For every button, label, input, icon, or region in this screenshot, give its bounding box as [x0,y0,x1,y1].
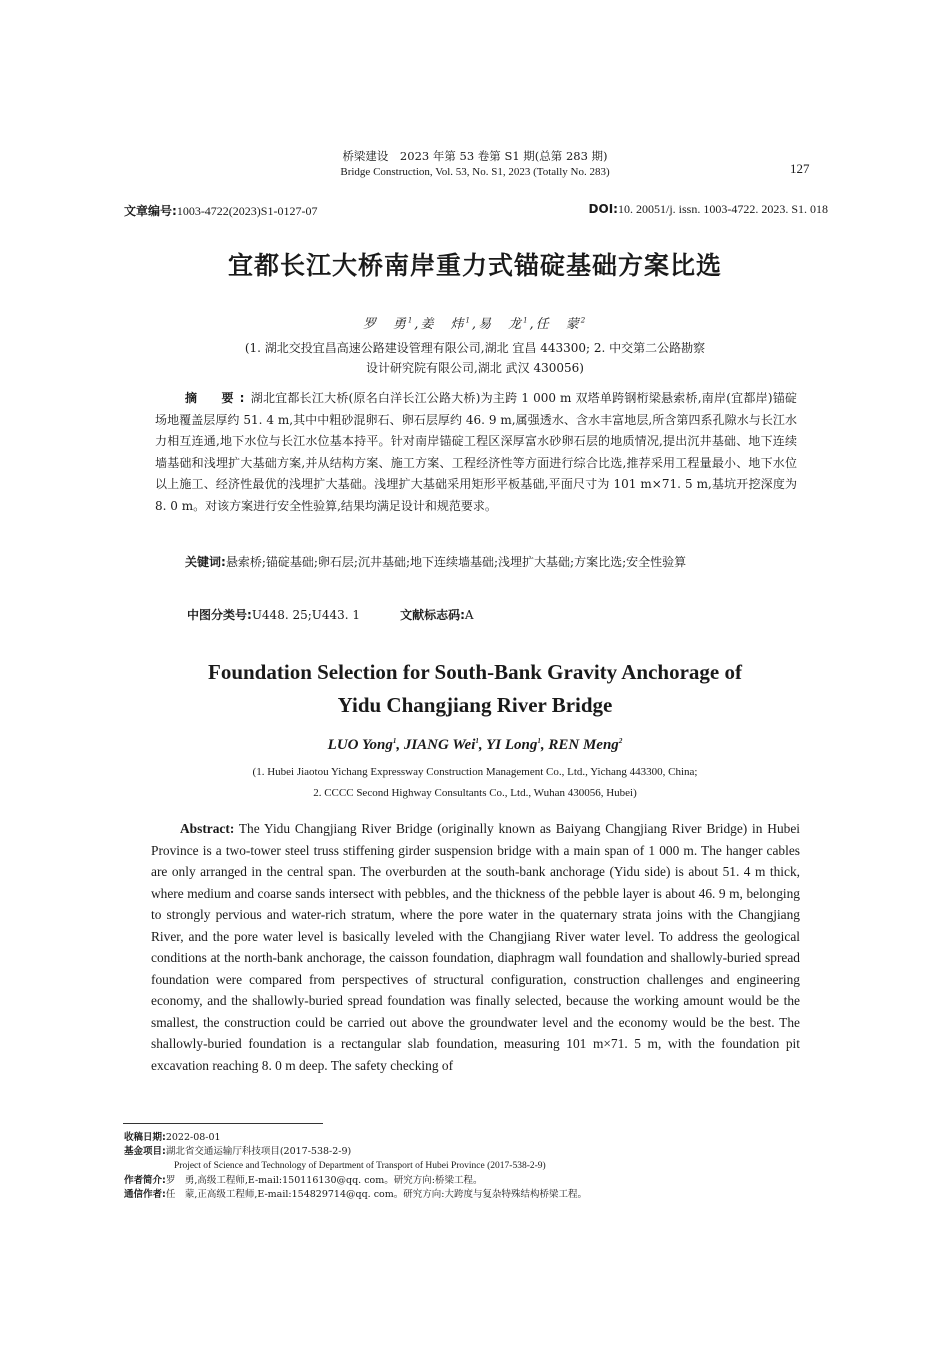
author-cn: 罗 勇$^1$ [362,316,415,332]
author-cn: 姜 炜$^1$ [420,316,472,332]
author-cn: 任 蒙$^2$ [535,316,588,332]
fund-project-en: Project of Science and Technology of Department of Transport of Hubei Province (2017-538-2-9) [174,1161,546,1172]
footnotes [124,1131,844,1202]
document-code: 文献标志码:A [400,608,474,622]
abstract-cn [155,388,797,517]
author-en: LUO Yong$^1$ [327,737,397,753]
journal-header-cn: 桥梁建设 2023 年第 53 卷第 S1 期(总第 283 期) [342,149,608,163]
authors-en: LUO Yong$^1$, JIANG Wei$^1$, YI Long$^1$, REN Meng$^2$ [327,737,623,753]
author-cn: 易 龙$^1$ [478,316,530,332]
title-en: Foundation Selection for South-Bank Gravity Anchorage of Yidu Changjiang River Bridge [208,660,742,717]
clc-number: 中图分类号:U448. 25;U443. 1 [187,608,361,622]
authors-cn: 罗 勇$^1$,姜 炜$^1$,易 龙$^1$,任 蒙$^2$ [362,316,588,332]
page-number: 127 [790,161,810,176]
article-number: 文章编号:1003-4722(2023)S1-0127-07 [124,204,318,218]
article-ids [124,202,828,219]
abstract-en [151,818,800,1076]
footnote-divider [123,1123,323,1124]
abstract-cn-label: 摘 要: [185,391,251,405]
fund-project: 基金项目:湖北省交通运输厅科技项目(2017-538-2-9) [124,1146,352,1158]
abstract-en-text: The Yidu Changjiang River Bridge (originally known as Baiyang Changjiang River Bridge) in Hubei Province is a two-tower steel truss stiffening girder suspension bridge with a main span of 1 000 m. The hanger cables are only arranged in the central span. The overburden at the south-bank anchorage (Yidu side) is about 51. 4 m thick, where medium and coarse sands intersect with pebbles, and the thickness of the pebble layer is about 46. 9 m, belonging to strongly pervious and water-rich stratum, where the pore water in the quaternary strata joins with the Changjiang River, and the pore water level is basically leveled with the Changjiang River water level. To address the geological conditions at the north-bank anchorage, the caisson foundation, diaphragm wall foundation and shallowly-buried spread foundation were compared from perspectives of structural configuration, construction challenges and engineering economy, and the shallowly-buried spread foundation was finally selected, because the working amount would be the smallest, the construction could be carried out above the groundwater level and the economy would be the best. The shallowly-buried foundation is a rectangular slab foundation, measuring 101 m×71. 5 m, with the foundation pit excavation reaching 8. 0 m deep. The safety checking of [151,821,800,1073]
abstract-cn-text: 湖北宜都长江大桥(原名白洋长江公路大桥)为主跨 1 000 m 双塔单跨钢桁梁悬索桥,南岸(宜都岸)锚碇场地覆盖层厚约 51. 4 m,其中中粗砂混卵石、卵石层厚约 46. 9 m,属强透水、含水丰富地层,所含第四系孔隙水与长江水力相互连通,地下水位与长江水位基本持平。针对南岸锚碇工程区深厚富水砂卵石层的地质情况,提出沉井基础、地下连续墙基础和浅埋扩大基础方案,并从结构方案、施工方案、工程经济性等方面进行综合比选,推荐采用工程量最小、地下水位以上施工、经济性最优的浅埋扩大基础。浅埋扩大基础采用矩形平板基础,平面尺寸为 101 m×71. 5 m,基坑开挖深度为 8. 0 m。对该方案进行安全性验算,结果均满足设计和规范要求。 [155,391,797,513]
affiliation-cn: (1. 湖北交投宜昌高速公路建设管理有限公司,湖北 宜昌 443300; 2. 中交第二公路勘察 设计研究院有限公司,湖北 武汉 430056) [244,341,706,375]
author-en: JIANG Wei$^1$ [403,737,479,753]
abstract-en-label: Abstract: [180,821,235,836]
received-date: 收稿日期:2022-08-01 [124,1132,221,1143]
journal-header-en: Bridge Construction, Vol. 53, No. S1, 2023 (Totally No. 283) [340,166,610,178]
doi: DOI:10. 20051/j. issn. 1003-4722. 2023. S1. 018 [588,202,828,216]
author-en: YI Long$^1$ [486,737,541,753]
corresponding-author: 通信作者:任 蒙,正高级工程师,E-mail:154829714@qq. com。研究方向:大跨度与复杂特殊结构桥梁工程。 [124,1188,587,1200]
keywords-cn: 关键词:悬索桥;锚碇基础;卵石层;沉井基础;地下连续墙基础;浅埋扩大基础;方案比选;安全性验算 [185,555,687,569]
title-cn: 宜都长江大桥南岸重力式锚碇基础方案比选 [227,251,722,280]
affiliation-en: (1. Hubei Jiaotou Yichang Expressway Construction Management Co., Ltd., Yichang 443300, China; 2. CCCC Second Highway Consultants Co., Ltd., Wuhan 430056, Hubei) [252,766,698,799]
author-bio: 作者简介:罗 勇,高级工程师,E-mail:150116130@qq. com。研究方向:桥梁工程。 [124,1174,483,1186]
classification [187,606,474,623]
author-en: REN Meng$^2$ [548,737,623,753]
